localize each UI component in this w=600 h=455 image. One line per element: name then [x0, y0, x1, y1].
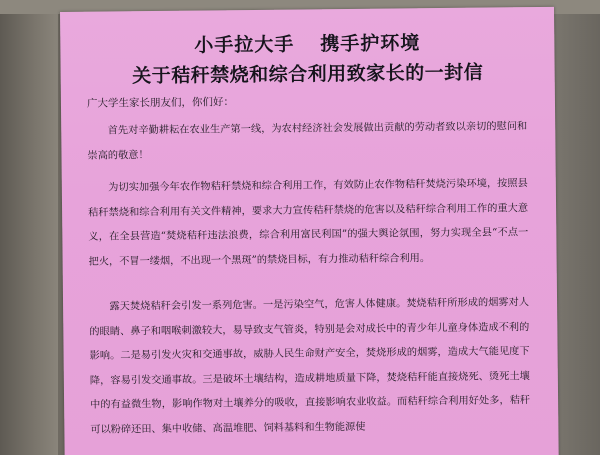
letter-paragraph-3: 露天焚烧秸秆会引发一系列危害。一是污染空气，危害人体健康。焚烧秸秆所形成的烟雾对人的眼睛、鼻子和咽喉刺激较大，易导致支气管炎，特别是会对成长中的青少年儿童身体造成不利的影响。二是易引发火灾和交通事故，威胁人民生命财产安全，焚烧形成的烟雾，造成大气能见度下降，容易引发交通事故。三是破坏土壤结构，造成耕地质量下降，焚烧秸秆能直接烧死、烫死土壤中的有益微生物，影响作物对土壤养分的吸收，直接影响农业收益。而秸秆综合利用好处多，秸秆可以粉碎还田、集中收储、高温堆肥、饲料基料和生物能源使 — [89, 297, 531, 436]
wall-left — [0, 0, 58, 455]
letter-paragraph-1: 首先对辛勤耕耘在农业生产第一线，为农村经济社会发展做出贡献的劳动者致以亲切的慰问和崇高的敬意！ — [87, 121, 528, 162]
title-part-2: 携手护环境 — [320, 32, 421, 56]
title-part-1: 小手拉大手 — [194, 33, 295, 57]
letter-title-line-2: 关于秸秆禁烧和综合利用致家长的一封信 — [132, 61, 484, 88]
letter-greeting: 广大学生家长朋友们，你们好： — [86, 96, 235, 110]
letter-paper — [60, 7, 559, 455]
letter-title-line-1 — [60, 27, 554, 59]
letter-paragraph-2: 为切实加强今年农作物秸秆禁烧和综合利用工作，有效防止农作物秸秆焚烧污染环境，按照县秸秆禁烧和综合利用有关文件精神，要求大力宣传秸秆禁烧的危害以及秸秆综合利用工作的重大意义，在全县营造“焚烧秸秆违法浪费，综合利用富民利国”的强大舆论氛围，努力实现全县“不点一把火，不冒一缕烟，不出现一个黑斑”的禁烧目标，有力推动秸秆综合利用。 — [88, 178, 529, 268]
